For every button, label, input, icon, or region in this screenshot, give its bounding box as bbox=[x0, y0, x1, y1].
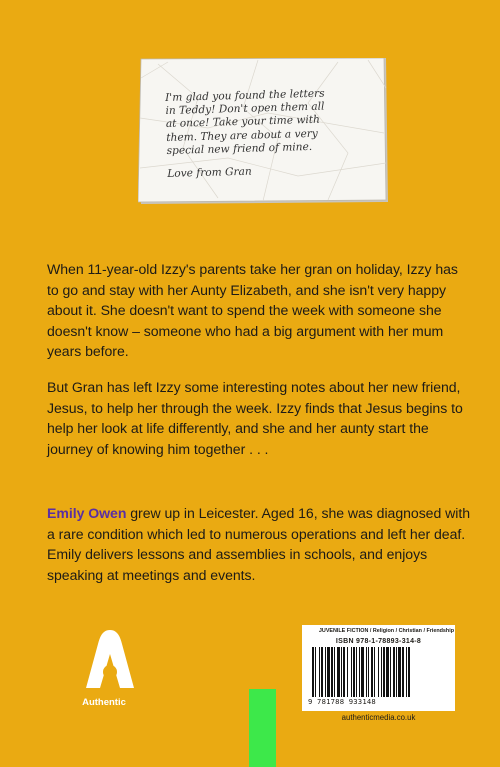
note-text bbox=[165, 86, 372, 181]
note-line: them. They are about a very bbox=[166, 127, 318, 144]
note-signoff: Love from Gran bbox=[167, 165, 252, 180]
author-bio bbox=[47, 503, 472, 585]
barcode-bars-icon bbox=[312, 647, 448, 697]
author-name: Emily Owen bbox=[47, 505, 127, 522]
gran-note bbox=[138, 58, 390, 204]
authentic-a-logo-icon bbox=[80, 628, 140, 692]
publisher-website: authenticmedia.co.uk bbox=[341, 713, 416, 722]
publisher-logo-text: Authentic bbox=[82, 697, 126, 708]
note-line: special new friend of mine. bbox=[166, 140, 313, 157]
blurb-paragraph-1: When 11-year-old Izzy's parents take her gran on holiday, Izzy has to go and stay with her Aunty Elizabeth, and she isn't very happy about it. She doesn't want to spend the week with someone she doesn't know – someone who had a big argument with her mum years before. bbox=[47, 261, 458, 360]
note-line: in Teddy! Don't open them all bbox=[165, 100, 325, 118]
author-bio-text: grew up in Leicester. Aged 16, she was diagnosed with a rare condition which led to numerous operations and left her deaf. Emily delivers lessons and assemblies in schools, and enjoys speaking at meetings and events. bbox=[47, 505, 470, 583]
isbn-label: ISBN 978-1-78893-314-8 bbox=[335, 638, 422, 645]
note-line: at once! Take your time with bbox=[165, 114, 321, 131]
barcode-box bbox=[302, 625, 455, 711]
note-line: I'm glad you found the letters bbox=[165, 87, 325, 104]
blurb-paragraph-2: But Gran has left Izzy some interesting notes about her new friend, Jesus, to help her through the week. Izzy finds that Jesus begins to help her look at life differently, and she and her aunty start the journey of knowing him together . . . bbox=[47, 379, 463, 457]
category-line: JUVENILE FICTION / Religion / Christian / Friendship bbox=[318, 628, 454, 634]
green-strip bbox=[249, 689, 276, 767]
barcode-number: 9 781788 933148 bbox=[308, 697, 376, 706]
publisher-logo bbox=[80, 628, 140, 708]
